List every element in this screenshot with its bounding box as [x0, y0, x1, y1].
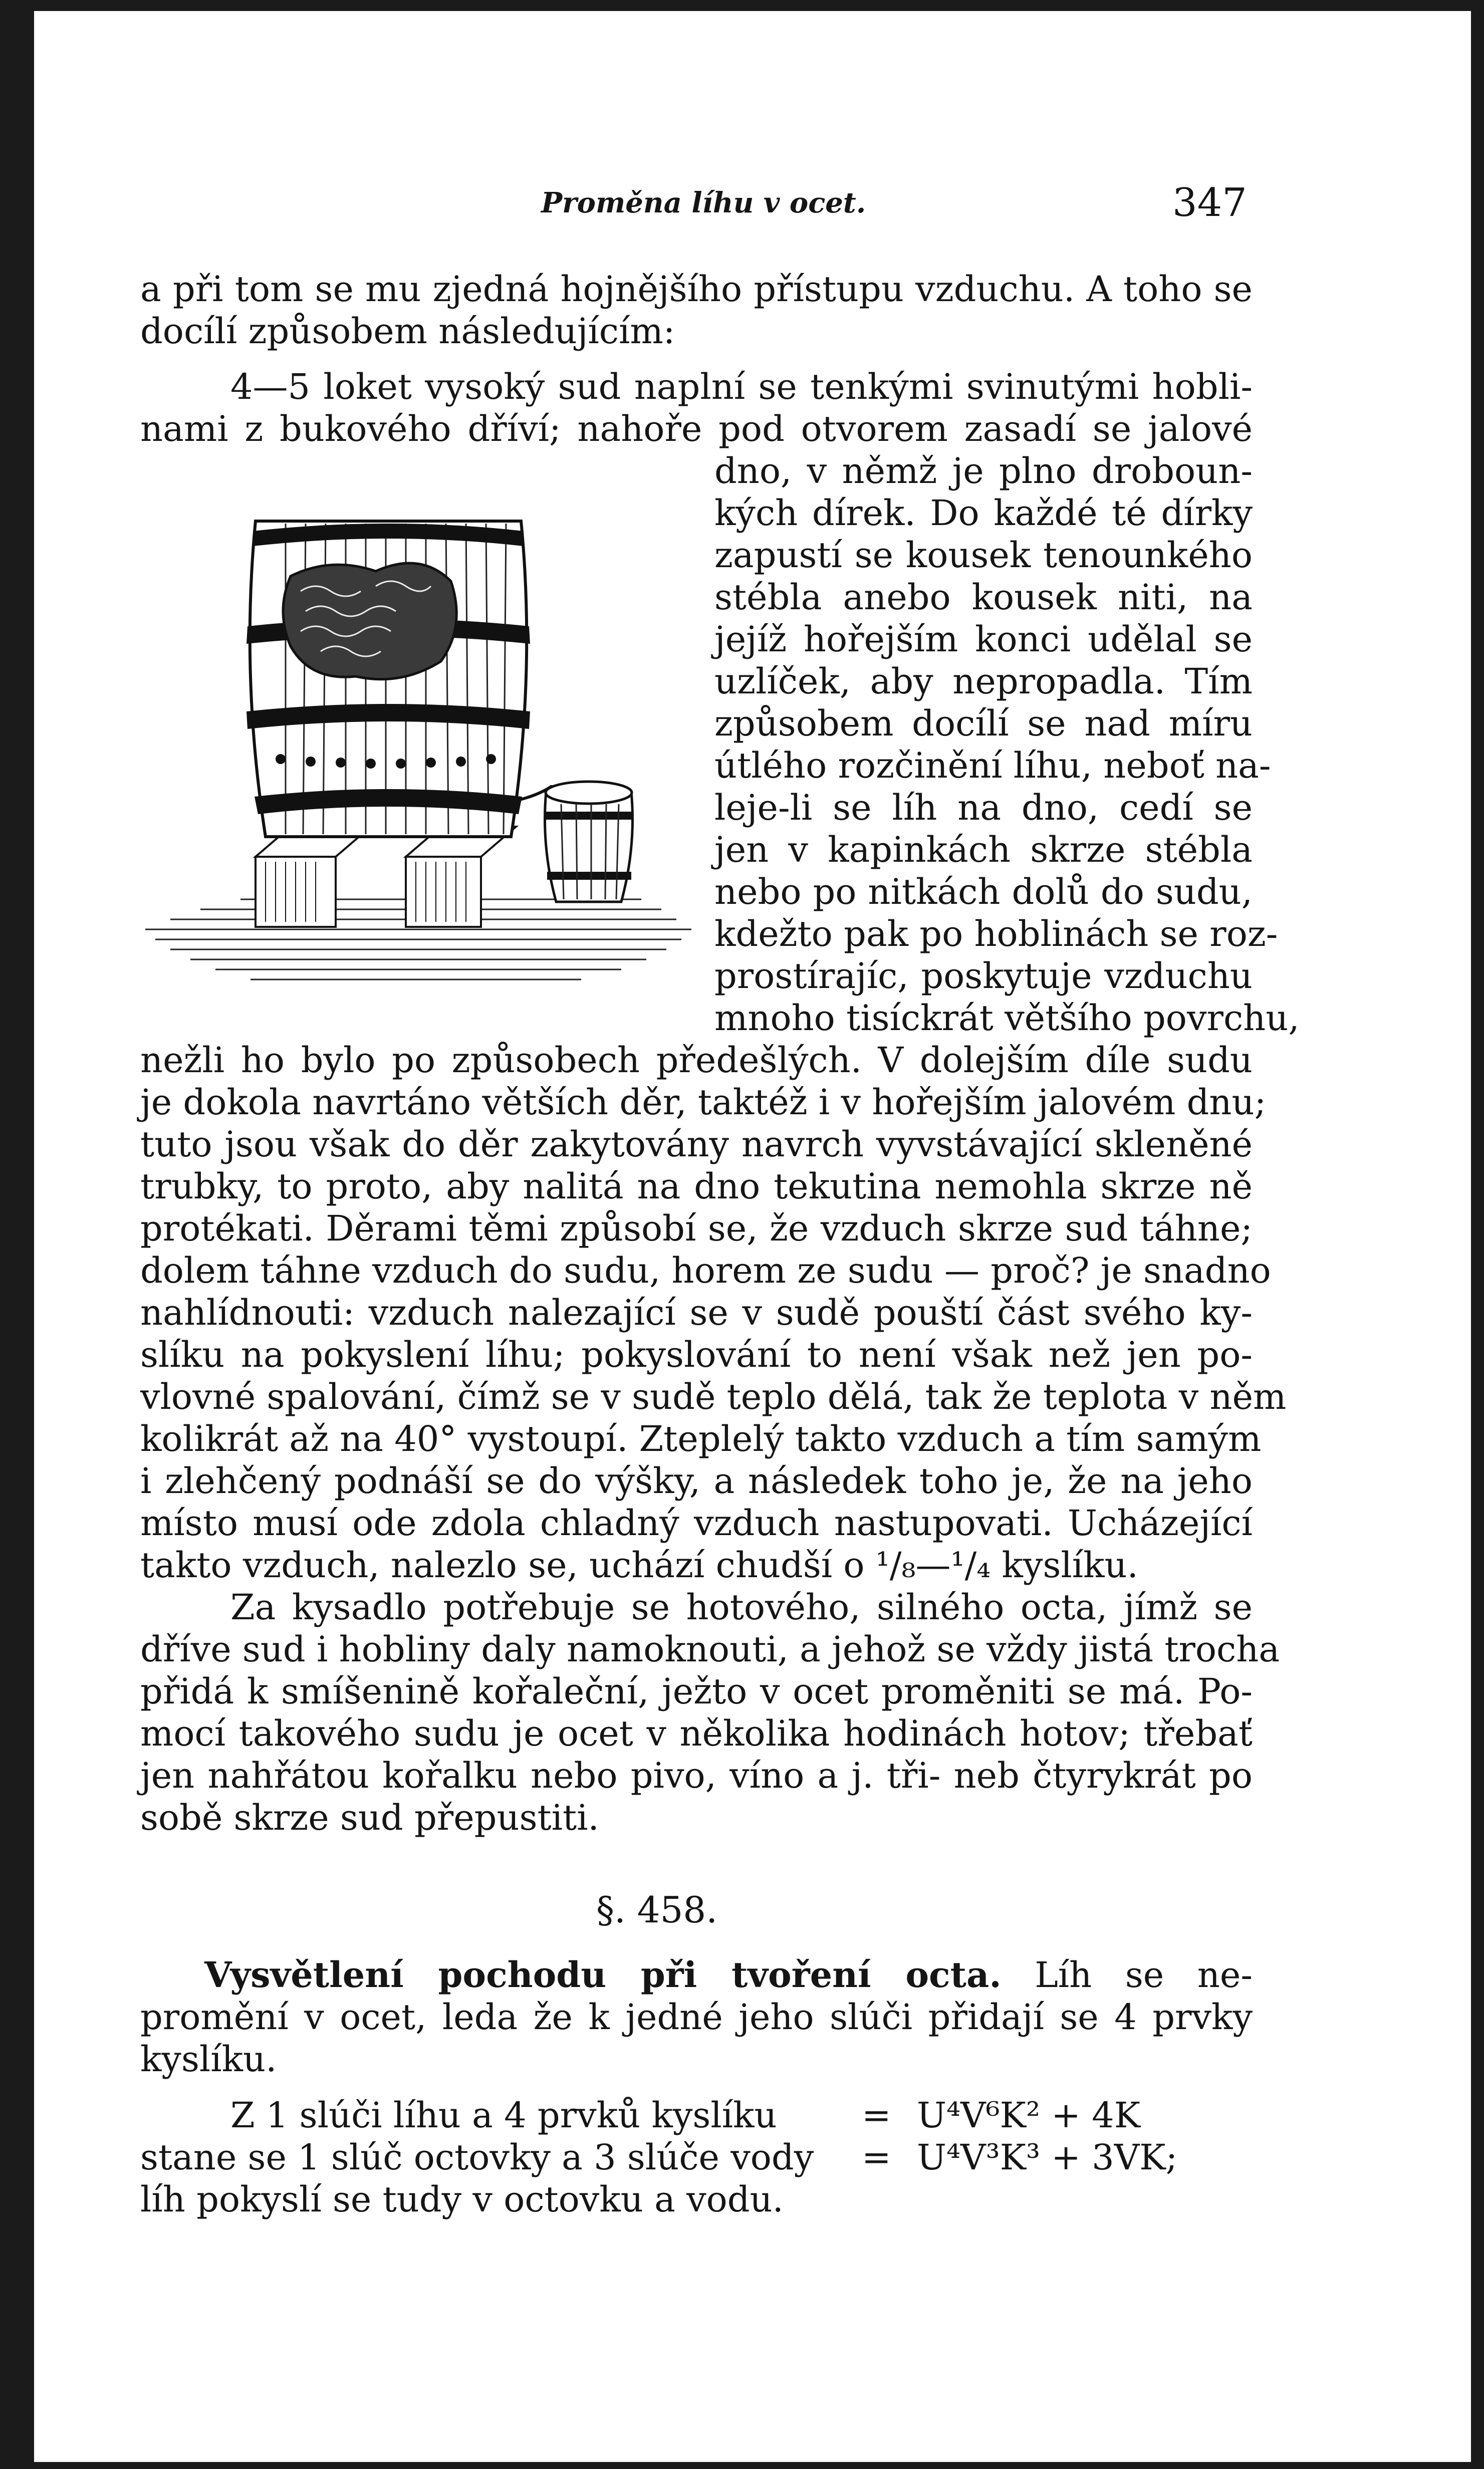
formula-expression: U⁴V³K³ + 3VK; [917, 2137, 1178, 2178]
scan-border-top [0, 0, 1484, 11]
text-line: 4—5 loket vysoký sud naplní se tenkými svinutými hobli- [230, 366, 1253, 407]
section-heading: Vysvětlení pochodu při tvoření octa. [204, 1954, 1002, 1996]
section-heading-line [204, 1954, 1253, 1996]
text-line: je dokola navrtáno větších děr, taktéž i v hořejším jalovém dnu; [140, 1082, 1267, 1123]
text-line: mocí takového sudu je ocet v několika hodinách hotov; třebať [140, 1713, 1253, 1754]
text-line: kolikrát až na 40° vystoupí. Zteplelý takto vzduch a tím samým [140, 1418, 1262, 1459]
text-line: slíku na pokyslení líhu; pokyslování to není však než jen po- [140, 1334, 1253, 1375]
text-line: nebo po nitkách dolů do sudu, [714, 871, 1253, 912]
text-line: dolem táhne vzduch do sudu, horem ze sudu — proč? je snadno [140, 1250, 1271, 1291]
formula-row [140, 2094, 1253, 2136]
text-line: Za kysadlo potřebuje se hotového, silného octa, jímž se [230, 1587, 1253, 1628]
text-line: leje-li se líh na dno, cedí se [714, 787, 1253, 828]
text-line: trubky, to proto, aby nalitá na dno tekutina nemohla skrze ně [140, 1166, 1253, 1207]
text-line: a při tom se mu zjedná hojnějšího přístupu vzduchu. A toho se [140, 269, 1253, 310]
text-line: líh pokyslí se tudy v octovku a vodu. [140, 2179, 784, 2220]
text-line: dříve sud i hobliny daly namoknouti, a jehož se vždy jistá trocha [140, 1629, 1280, 1670]
text-line: sobě skrze sud přepustiti. [140, 1797, 599, 1838]
text-line: nahlídnouti: vzduch nalezající se v sudě pouští část svého ky- [140, 1292, 1253, 1333]
text-line: vlovné spalování, čímž se v sudě teplo dělá, tak že teplota v něm [140, 1376, 1287, 1417]
text-line: mnoho tisíckrát většího povrchu, [714, 998, 1300, 1039]
page-number: 347 [1172, 180, 1247, 225]
text-line: místo musí ode zdola chladný vzduch nastupovati. Ucházející [140, 1503, 1253, 1544]
barrel-illustration [140, 476, 706, 1002]
text-line: jejíž hořejším konci udělal se [714, 619, 1253, 660]
section-number: §. 458. [596, 1889, 718, 1931]
section-heading-continuation: Líh se ne- [1035, 1954, 1253, 1996]
text-line: i zlehčený podnáší se do výšky, a následek toho je, že na jeho [140, 1460, 1253, 1502]
formula-equals: = [862, 2137, 891, 2178]
text-line: takto vzduch, nalezlo se, uchází chudší o ¹/₈—¹/₄ kyslíku. [140, 1545, 1138, 1586]
text-line: kých dírek. Do každé té dírky [714, 492, 1253, 534]
text-line: jen v kapinkách skrze stébla [714, 829, 1253, 870]
text-line: přidá k smíšenině kořaleční, ježto v ocet proměniti se má. Po- [140, 1671, 1253, 1712]
text-line: kyslíku. [140, 2039, 277, 2080]
formula-equals: = [862, 2095, 891, 2136]
text-line: protékati. Děrami těmi způsobí se, že vzduch skrze sud táhne; [140, 1208, 1253, 1249]
text-line: stébla anebo kousek niti, na [714, 577, 1253, 618]
text-line: docílí způsobem následujícím: [140, 311, 675, 352]
formula-expression: U⁴V⁶K² + 4K [917, 2095, 1141, 2136]
running-title: Proměna líhu v ocet. [541, 186, 866, 219]
text-line: způsobem docílí se nad míru [714, 703, 1253, 744]
text-line: jen nahřátou kořalku nebo pivo, víno a j. tři- neb čtyrykrát po [140, 1755, 1253, 1796]
scan-border-right [1471, 0, 1484, 2469]
text-line: uzlíček, aby nepropadla. Tím [714, 661, 1253, 702]
text-line: promění v ocet, leda že k jedné jeho slúči přidají se 4 prvky [140, 1997, 1253, 2038]
formula-label: Z 1 slúči líhu a 4 prvků kyslíku [230, 2095, 777, 2136]
text-line: nami z bukového dříví; nahoře pod otvorem zasadí se jalové [140, 408, 1253, 449]
formula-row [140, 2136, 1253, 2178]
text-line: tuto jsou však do děr zakytovány navrch vyvstávající skleněné [140, 1124, 1253, 1165]
text-line: dno, v němž je plno droboun- [714, 450, 1253, 491]
text-line: nežli ho bylo po způsobech předešlých. V dolejším díle sudu [140, 1040, 1253, 1081]
scan-border-bottom [0, 2462, 1484, 2469]
formula-label: stane se 1 slúč octovky a 3 slúče vody [140, 2137, 814, 2178]
scan-border-left [0, 0, 34, 2469]
text-line: kdežto pak po hoblinách se roz- [714, 913, 1278, 954]
text-line: prostírajíc, poskytuje vzduchu [714, 955, 1253, 997]
text-line: útlého rozčinění líhu, neboť na- [714, 745, 1271, 786]
text-line: zapustí se kousek tenounkého [714, 535, 1253, 576]
